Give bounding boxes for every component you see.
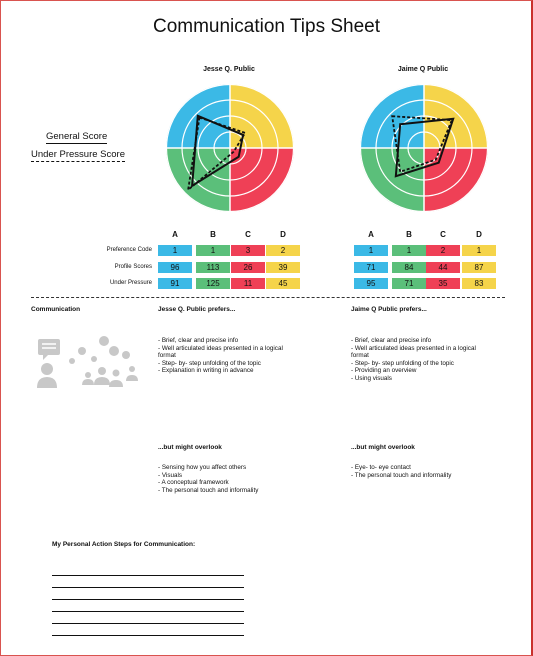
action-line-3[interactable]: [52, 599, 244, 600]
prefers-list-jesse: [158, 337, 328, 375]
column-header-c: C: [245, 230, 251, 239]
score-cell-pressure-d: 83: [462, 278, 496, 289]
bullet-item: - Explanation in writing in advance: [158, 367, 254, 375]
score-cell-preference-d: 2: [266, 245, 300, 256]
person-name-2: Jaime Q Public: [397, 66, 449, 73]
score-cell-profile-b: 113: [196, 262, 230, 273]
bullet-item: - Well articulated ideas presented in a logical format: [351, 344, 476, 360]
column-header-d: D: [476, 230, 482, 239]
column-header-b: B: [210, 230, 216, 239]
overlook-list-jaime: [351, 464, 521, 479]
row-label-preference: Preference Code: [106, 247, 152, 253]
score-cell-pressure-c: 11: [231, 278, 265, 289]
score-cell-pressure-b: 71: [392, 278, 426, 289]
score-cell-preference-b: 1: [392, 245, 426, 256]
page-title: Communication Tips Sheet: [152, 16, 381, 37]
person-name-1: Jesse Q. Public: [203, 66, 255, 73]
score-cell-profile-a: 71: [354, 262, 388, 273]
score-cell-preference-a: 1: [354, 245, 388, 256]
score-cell-preference-a: 1: [158, 245, 192, 256]
column-header-c: C: [440, 230, 446, 239]
bullet-item: - Providing an overview: [351, 367, 417, 375]
score-cell-profile-c: 44: [426, 262, 460, 273]
score-cell-pressure-c: 35: [426, 278, 460, 289]
action-line-1[interactable]: [52, 575, 244, 576]
bullet-item: - Eye- to- eye contact: [351, 464, 411, 471]
bullet-item: - Step- by- step unfolding of the topic: [351, 359, 454, 367]
legend-under-pressure-score: Under Pressure Score: [31, 149, 125, 160]
bullet-item: - A conceptual framework: [158, 479, 229, 487]
bullet-item: - Brief, clear and precise info: [158, 337, 239, 344]
action-line-2[interactable]: [52, 587, 244, 588]
prefers-heading-jesse: Jesse Q. Public prefers...: [158, 306, 236, 313]
score-cell-profile-c: 26: [231, 262, 265, 273]
action-steps-title: My Personal Action Steps for Communication:: [52, 541, 196, 548]
bullet-item: - Well articulated ideas presented in a logical format: [158, 344, 283, 360]
section-divider: [31, 297, 505, 298]
bullet-item: - The personal touch and informality: [158, 486, 259, 494]
radar-chart-jesse: [164, 82, 296, 214]
score-cell-preference-b: 1: [196, 245, 230, 256]
bullet-item: - Sensing how you affect others: [158, 464, 247, 471]
score-cell-preference-c: 2: [426, 245, 460, 256]
people-talking-icon: [34, 333, 144, 393]
action-line-5[interactable]: [52, 623, 244, 624]
score-cell-pressure-a: 95: [354, 278, 388, 289]
score-cell-pressure-b: 125: [196, 278, 230, 289]
radar-chart-jaime: [358, 82, 490, 214]
prefers-heading-jaime: Jaime Q Public prefers...: [351, 306, 427, 313]
overlook-list-jesse: [158, 464, 328, 494]
bullet-item: - Visuals: [158, 471, 183, 479]
score-cell-preference-d: 1: [462, 245, 496, 256]
score-cell-profile-a: 96: [158, 262, 192, 273]
score-cell-pressure-a: 91: [158, 278, 192, 289]
action-line-6[interactable]: [52, 635, 244, 636]
column-header-a: A: [368, 230, 374, 239]
column-header-a: A: [172, 230, 178, 239]
column-header-b: B: [406, 230, 412, 239]
bullet-item: - Using visuals: [351, 374, 392, 382]
row-label-profile: Profile Scores: [114, 264, 152, 270]
communication-label: Communication: [31, 306, 81, 313]
score-cell-profile-d: 39: [266, 262, 300, 273]
column-header-d: D: [280, 230, 286, 239]
score-cell-profile-b: 84: [392, 262, 426, 273]
legend-general-score: General Score: [46, 131, 108, 142]
overlook-heading-jaime: ...but might overlook: [351, 444, 415, 451]
bullet-item: - Brief, clear and precise info: [351, 337, 432, 344]
score-cell-profile-d: 87: [462, 262, 496, 273]
overlook-heading-jesse: ...but might overlook: [158, 444, 222, 451]
action-line-4[interactable]: [52, 611, 244, 612]
score-cell-preference-c: 3: [231, 245, 265, 256]
bullet-item: - The personal touch and informality: [351, 471, 452, 479]
prefers-list-jaime: [351, 337, 521, 383]
row-label-pressure: Under Pressure: [109, 280, 152, 286]
bullet-item: - Step- by- step unfolding of the topic: [158, 359, 261, 367]
score-cell-pressure-d: 45: [266, 278, 300, 289]
